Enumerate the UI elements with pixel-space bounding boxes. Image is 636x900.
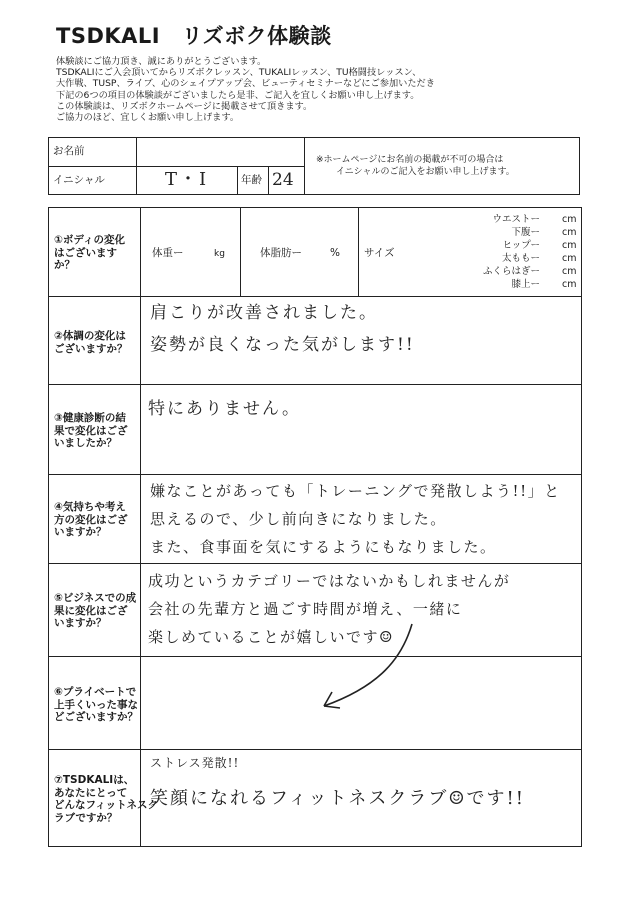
- body-fat-unit: %: [330, 247, 340, 259]
- age-label: 年齢: [241, 174, 262, 186]
- question-physical-condition: ②体調の変化は ございますか？: [54, 330, 128, 355]
- answer-line: 思えるので、少し前向きになりました。: [150, 510, 447, 528]
- measurement-unit: cm: [562, 227, 577, 238]
- measurement-unit: cm: [562, 214, 577, 225]
- measurement-knee: 膝上ー: [511, 279, 540, 290]
- answer-line: 特にありません。: [148, 399, 302, 419]
- question-mindset: ④気持ちや考え 方の変化はござ いますか？: [54, 501, 128, 538]
- answer-line: 肩こりが改善されました。: [150, 303, 378, 323]
- question-business: ⑤ビジネスでの成 果に変化はござ いますか？: [54, 592, 137, 629]
- initial-label: イニシャル: [53, 174, 105, 186]
- intro-line: ご協力のほど、宜しくお願い申し上げます。: [56, 111, 240, 123]
- answer-line: 会社の先輩方と過ごす時間が増え、一緒に: [148, 600, 463, 618]
- weight-label: 体重ー: [152, 247, 184, 259]
- intro-line: この体験談は、リズボクホームページに掲載させて頂きます。: [56, 100, 313, 112]
- measurement-hip: ヒップー: [502, 240, 540, 251]
- initial-value: T・I: [165, 169, 209, 190]
- question-private: ⑥プライベートで 上手くいった事な どございますか？: [54, 686, 138, 723]
- measurement-thigh: 太ももー: [501, 253, 540, 264]
- name-label: お名前: [53, 145, 85, 157]
- weight-unit: kg: [214, 249, 225, 259]
- intro-line: 下記の6つの項目の体験談がございましたら是非、ご記入を宜しくお願い申し上げます。: [56, 89, 420, 101]
- measurement-unit: cm: [562, 253, 577, 264]
- intro-line: TSDKALIにご入会頂いてからリズボクレッスン、TUKALIレッスン、TU格闘技レッスン、: [56, 67, 422, 79]
- intro-line: 体験談にご協力頂き、誠にありがとうございます。: [56, 56, 267, 67]
- question-health-check: ③健康診断の結 果で変化はござ いましたか？: [54, 412, 128, 449]
- measurement-unit: cm: [562, 240, 577, 251]
- answer-line: 楽しめていることが嬉しいです☺: [148, 628, 394, 646]
- measurement-waist: ウエストー: [492, 214, 540, 225]
- measurement-unit: cm: [562, 279, 577, 290]
- answer-line: 嫌なことがあっても「トレーニングで発散しよう!!」と: [150, 482, 561, 500]
- body-fat-label: 体脂肪ー: [260, 247, 302, 259]
- answer-line: 姿勢が良くなった気がします!!: [150, 335, 415, 355]
- age-value: 24: [272, 170, 294, 190]
- question-body-change: ①ボディの変化 はございます か？: [54, 234, 126, 271]
- intro-line: 大作戦、TUSP、ライブ、心のシェイプアップ会、ビューティセミナーなどにご参加いただき: [56, 78, 435, 90]
- notice-line: ※ホームページにお名前の掲載が不可の場合は: [316, 155, 504, 165]
- measurement-calf: ふくらはぎー: [482, 266, 540, 277]
- measurement-unit: cm: [562, 266, 577, 277]
- answer-line: 笑顔になれるフィットネスクラブ☺です!!: [150, 788, 525, 809]
- answer-line: ストレス発散!!: [150, 756, 240, 770]
- answer-line: また、食事面を気にするようにもなりました。: [150, 538, 497, 556]
- question-what-is-tsdkali: ⑦TSDKALIは、 あなたにとって どんなフィットネスク ラブですか？: [54, 774, 159, 824]
- intro-text: [56, 56, 435, 123]
- arrow-drawing: [310, 618, 420, 718]
- size-label: サイズ: [364, 247, 395, 259]
- measurement-abdomen: 下腹ー: [511, 227, 540, 238]
- answer-line: 成功というカテゴリーではないかもしれませんが: [148, 572, 511, 590]
- notice-line: イニシャルのご記入をお願い申し上げます。: [336, 167, 515, 177]
- document-title: TSDKALI リズボク体験談: [56, 24, 332, 48]
